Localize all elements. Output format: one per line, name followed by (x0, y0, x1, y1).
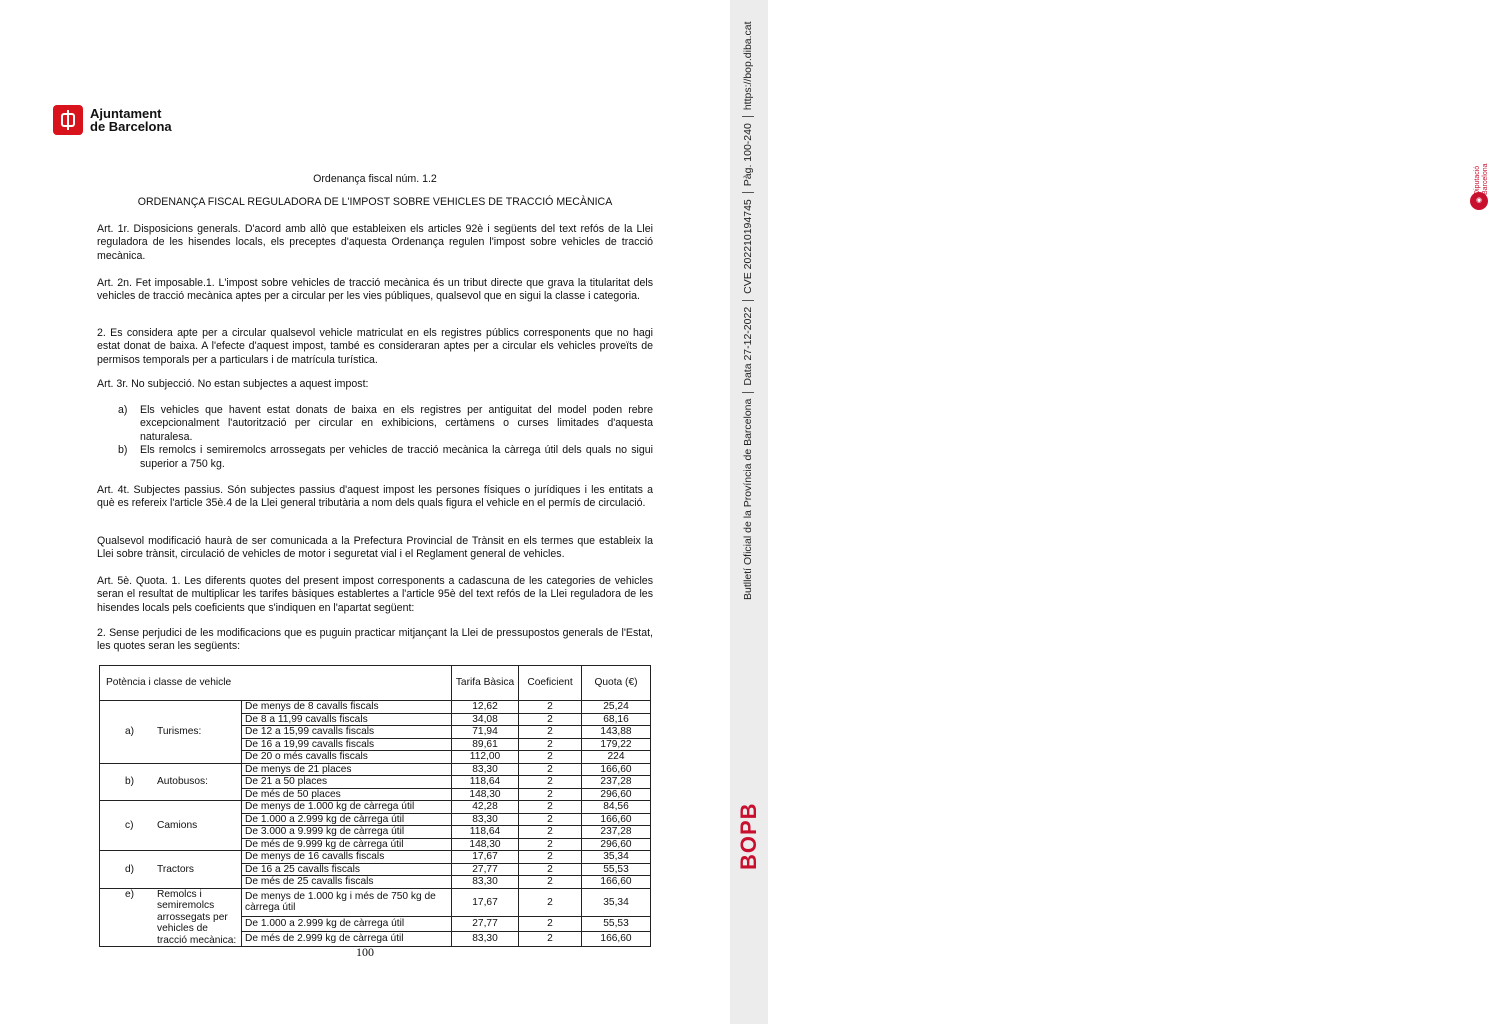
vehicle-class-cell (100, 763, 242, 801)
page-number: 100 (356, 945, 374, 959)
row-coeficient: 2 (519, 801, 582, 814)
paragraph-art4: Art. 4t. Subjectes passius. Són subjectes passius d'aquest impost les persones físiques o jurídiques i les entitats a què es refereix l'article 35è.4 de la Llei general tributària a nom dels quals figura el vehicle en el permís de circulació. (97, 484, 653, 510)
table-header-row (100, 666, 651, 701)
row-quota: 237,28 (582, 776, 651, 789)
row-quota: 296,60 (582, 788, 651, 801)
row-description: De menys de 21 places (242, 763, 452, 776)
row-coeficient: 2 (519, 863, 582, 876)
vehicle-class-cell (100, 888, 242, 947)
row-description: De menys de 8 cavalls fiscals (242, 701, 452, 714)
paragraph-art1: Art. 1r. Disposicions generals. D'acord amb allò que estableixen els articles 92è i següents del text refós de la Llei reguladora de les hisendes locals, els preceptes d'aquesta Ordenança regulen l'impost sobre vehicles de tracció mecànica. (97, 223, 653, 262)
header-coef: Coeficient (519, 666, 582, 701)
list-marker: b) (118, 444, 128, 457)
row-quota: 179,22 (582, 738, 651, 751)
vehicle-class-cell (100, 701, 242, 764)
sidebar-bulletin: Butlletí Oficial de la Província de Barcelona (742, 398, 754, 600)
paragraph-art4-2: Qualsevol modificació haurà de ser comunicada a la Prefectura Provincial de Trànsit en els termes que estableix la Llei sobre trànsit, circulació de vehicles de motor i seguretat vial i el Reglament general de vehicles. (97, 535, 653, 561)
barcelona-logo-icon (53, 105, 83, 135)
separator (742, 300, 754, 301)
table-row (100, 763, 651, 776)
row-tarifa: 34,08 (452, 713, 519, 726)
row-coeficient: 2 (519, 776, 582, 789)
row-quota: 166,60 (582, 932, 651, 947)
ordinance-number: Ordenança fiscal núm. 1.2 (313, 173, 437, 185)
row-quota: 143,88 (582, 726, 651, 739)
row-coeficient: 2 (519, 888, 582, 917)
ordinance-title: ORDENANÇA FISCAL REGULADORA DE L'IMPOST SOBRE VEHICLES DE TRACCIÓ MECÀNICA (137, 196, 613, 208)
row-description: De més de 25 cavalls fiscals (242, 876, 452, 889)
vehicle-class-key: b) (125, 776, 135, 787)
sidebar-url[interactable]: https://bop.diba.cat (742, 21, 754, 111)
row-tarifa: 42,28 (452, 801, 519, 814)
row-tarifa: 83,30 (452, 876, 519, 889)
logo-line-1: Ajuntament (90, 106, 162, 121)
vehicle-class-name: Autobusos: (157, 776, 208, 787)
row-quota: 35,34 (582, 888, 651, 917)
row-quota: 68,16 (582, 713, 651, 726)
vehicle-class-name: Remolcs i semiremolcs arrossegats per vehicles de tracció mecànica: (157, 888, 237, 946)
vehicle-class-key: d) (125, 863, 135, 875)
vehicle-class-cell (100, 851, 242, 889)
row-coeficient: 2 (519, 763, 582, 776)
row-coeficient: 2 (519, 701, 582, 714)
sidebar-cve: CVE 202210194745 (742, 199, 754, 294)
sidebar-date: Data 27-12-2022 (742, 306, 754, 386)
quota-table (99, 665, 651, 947)
diputacio-line-1: Diputació (1474, 165, 1481, 195)
row-quota: 166,60 (582, 813, 651, 826)
row-tarifa: 83,30 (452, 813, 519, 826)
row-description: De més de 2.999 kg de càrrega útil (242, 932, 452, 947)
row-description: De menys de 1.000 kg i més de 750 kg de càrrega útil (242, 888, 452, 917)
paragraph-art5-2: 2. Sense perjudici de les modificacions que es puguin practicar mitjançant la Llei de pressupostos generals de l'Estat, les quotes seran les següents: (97, 627, 653, 653)
row-description: De 1.000 a 2.999 kg de càrrega útil (242, 813, 452, 826)
paragraph-art2-2: 2. Es considera apte per a circular qualsevol vehicle matriculat en els registres públics corresponents que no hagi estat donat de baixa. A l'efecte d'aquest impost, també es consideraran aptes per a circular els vehicles proveïts de permisos temporals per a particulars i de matrícula turística. (97, 327, 653, 366)
row-tarifa: 17,67 (452, 851, 519, 864)
vehicle-class-name: Turismes: (157, 726, 202, 737)
table-row (100, 801, 651, 814)
row-tarifa: 148,30 (452, 838, 519, 851)
ajuntament-logo (53, 105, 172, 135)
table-row (100, 888, 651, 917)
row-tarifa: 118,64 (452, 776, 519, 789)
row-description: De més de 50 places (242, 788, 452, 801)
vehicle-class-cell (100, 801, 242, 851)
row-quota: 25,24 (582, 701, 651, 714)
row-coeficient: 2 (519, 738, 582, 751)
row-coeficient: 2 (519, 813, 582, 826)
row-tarifa: 12,62 (452, 701, 519, 714)
non-subject-list (118, 404, 653, 471)
row-coeficient: 2 (519, 826, 582, 839)
row-coeficient: 2 (519, 851, 582, 864)
sidebar-page: Pàg. 100-240 (742, 123, 754, 187)
vehicle-class-key: a) (125, 726, 135, 737)
row-coeficient: 2 (519, 838, 582, 851)
row-description: De 8 a 11,99 cavalls fiscals (242, 713, 452, 726)
diputacio-line-2: Barcelona (1482, 163, 1489, 195)
row-tarifa: 71,94 (452, 726, 519, 739)
row-description: De 3.000 a 9.999 kg de càrrega útil (242, 826, 452, 839)
row-quota: 296,60 (582, 838, 651, 851)
row-quota: 166,60 (582, 763, 651, 776)
bopb-logo: BOPB (736, 802, 761, 870)
row-tarifa: 17,67 (452, 888, 519, 917)
vehicle-class-key: c) (125, 819, 134, 831)
row-description: De 21 a 50 places (242, 776, 452, 789)
row-coeficient: 2 (519, 713, 582, 726)
logo-line-2: de Barcelona (90, 119, 172, 134)
paragraph-art3: Art. 3r. No subjecció. No estan subjectes a aquest impost: (97, 378, 369, 390)
header-tarifa: Tarifa Bàsica (452, 666, 519, 701)
table-row (100, 701, 651, 714)
separator (742, 116, 754, 117)
diputacio-logo (1470, 155, 1490, 215)
row-coeficient: 2 (519, 788, 582, 801)
list-item-text: Els vehicles que havent estat donats de baixa en els registres per antiguitat del model poden rebre excepcionalment l'autorització per circular en exhibicions, certàmens o curses limitades d'aquesta naturalesa. (140, 404, 653, 443)
list-item (118, 444, 653, 471)
row-quota: 55,53 (582, 863, 651, 876)
row-description: De més de 9.999 kg de càrrega útil (242, 838, 452, 851)
paragraph-art2: Art. 2n. Fet imposable.1. L'impost sobre vehicles de tracció mecànica és un tribut directe que grava la titularitat dels vehicles de tracció mecànica aptes per a circular per les vies públiques, qualsevol que en sigui la classe i categoria. (97, 277, 653, 303)
row-quota: 55,53 (582, 917, 651, 932)
vehicle-class-key: e) (125, 888, 135, 900)
row-quota: 237,28 (582, 826, 651, 839)
row-description: De 1.000 a 2.999 kg de càrrega útil (242, 917, 452, 932)
vehicle-class-name: Tractors (157, 863, 194, 875)
row-description: De 20 o més cavalls fiscals (242, 751, 452, 764)
list-item (118, 404, 653, 444)
separator (742, 392, 754, 393)
row-tarifa: 148,30 (452, 788, 519, 801)
row-description: De 12 a 15,99 cavalls fiscals (242, 726, 452, 739)
vehicle-class-name: Camions (157, 819, 198, 831)
separator (742, 192, 754, 193)
row-tarifa: 83,30 (452, 932, 519, 947)
table-row (100, 851, 651, 864)
list-item-text: Els remolcs i semiremolcs arrossegats per vehicles de tracció mecànica la càrrega útil dels quals no sigui superior a 750 kg. (140, 444, 653, 470)
row-quota: 35,34 (582, 851, 651, 864)
paragraph-art5: Art. 5è. Quota. 1. Les diferents quotes del present impost corresponents a cadascuna de les categories de vehicles seran el resultat de multiplicar les tarifes bàsiques establertes a l'article 95è del text refós de la Llei reguladora de les hisendes locals pels coeficients que s'indiquen en l'apartat següent: (97, 575, 653, 614)
row-tarifa: 27,77 (452, 917, 519, 932)
header-class: Potència i classe de vehicle (100, 666, 452, 701)
row-coeficient: 2 (519, 751, 582, 764)
row-description: De menys de 1.000 kg de càrrega útil (242, 801, 452, 814)
row-description: De 16 a 19,99 cavalls fiscals (242, 738, 452, 751)
row-description: De menys de 16 cavalls fiscals (242, 851, 452, 864)
row-description: De 16 a 25 cavalls fiscals (242, 863, 452, 876)
header-quota: Quota (€) (582, 666, 651, 701)
row-coeficient: 2 (519, 876, 582, 889)
row-quota: 166,60 (582, 876, 651, 889)
list-marker: a) (118, 404, 128, 416)
row-quota: 224 (582, 751, 651, 764)
row-quota: 84,56 (582, 801, 651, 814)
row-tarifa: 83,30 (452, 763, 519, 776)
row-tarifa: 118,64 (452, 826, 519, 839)
row-coeficient: 2 (519, 917, 582, 932)
document-page (0, 0, 730, 1024)
row-tarifa: 112,00 (452, 751, 519, 764)
diputacio-seal-icon: ◉ (1470, 192, 1488, 210)
row-coeficient: 2 (519, 932, 582, 947)
bopb-sidebar (730, 0, 1489, 1024)
row-tarifa: 89,61 (452, 738, 519, 751)
row-tarifa: 27,77 (452, 863, 519, 876)
row-coeficient: 2 (519, 726, 582, 739)
